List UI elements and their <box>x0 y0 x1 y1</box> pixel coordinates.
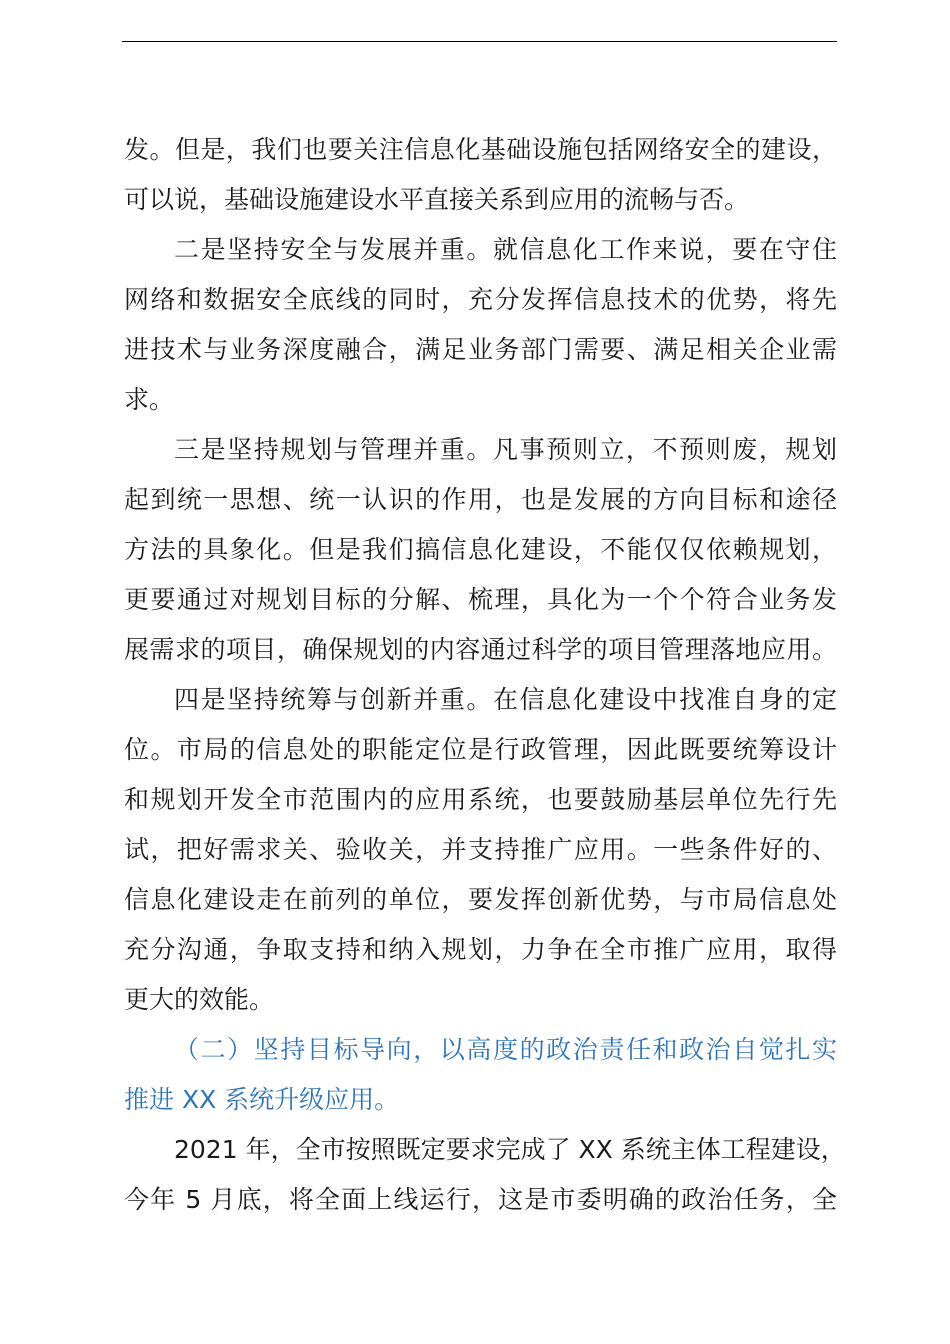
text-line: 试，把好需求关、验收关，并支持推广应用。一些条件好的、 <box>124 835 837 864</box>
text-line: 求。 <box>124 385 175 414</box>
text-line: 位。市局的信息处的职能定位是行政管理，因此既要统筹设计 <box>124 735 837 764</box>
text-line: 今年 5 月底，将全面上线运行，这是市委明确的政治任务，全 <box>124 1185 837 1214</box>
paragraph-start-line: 2021 年，全市按照既定要求完成了 XX 系统主体工程建设， <box>174 1135 846 1164</box>
document-body <box>124 125 846 1225</box>
section-heading-line: （二）坚持目标导向，以高度的政治责任和政治自觉扎实 <box>174 1035 837 1064</box>
paragraph-start-line: 四是坚持统筹与创新并重。在信息化建设中找准自身的定 <box>174 685 837 714</box>
text-line: 网络和数据安全底线的同时，充分发挥信息技术的优势，将先 <box>124 285 837 314</box>
text-line: 进技术与业务深度融合，满足业务部门需要、满足相关企业需 <box>124 335 837 364</box>
section-heading-line: 推进 XX 系统升级应用。 <box>124 1085 400 1114</box>
text-line: 和规划开发全市范围内的应用系统，也要鼓励基层单位先行先 <box>124 785 837 814</box>
text-line: 发。但是，我们也要关注信息化基础设施包括网络安全的建设， <box>124 135 837 164</box>
paragraph-start-line: 二是坚持安全与发展并重。就信息化工作来说，要在守住 <box>174 235 837 264</box>
paragraph-start-line: 三是坚持规划与管理并重。凡事预则立，不预则废，规划 <box>174 435 837 464</box>
text-line: 更大的效能。 <box>124 985 275 1014</box>
text-line: 展需求的项目，确保规划的内容通过科学的项目管理落地应用。 <box>124 635 837 664</box>
text-line: 方法的具象化。但是我们搞信息化建设，不能仅仅依赖规划， <box>124 535 837 564</box>
text-line: 信息化建设走在前列的单位，要发挥创新优势，与市局信息处 <box>124 885 837 914</box>
text-line: 更要通过对规划目标的分解、梳理，具化为一个个符合业务发 <box>124 585 837 614</box>
text-line: 可以说，基础设施建设水平直接关系到应用的流畅与否。 <box>124 185 750 214</box>
text-line: 充分沟通，争取支持和纳入规划，力争在全市推广应用，取得 <box>124 935 837 964</box>
text-line: 起到统一思想、统一认识的作用，也是发展的方向目标和途径 <box>124 485 837 514</box>
header-rule <box>122 41 837 42</box>
